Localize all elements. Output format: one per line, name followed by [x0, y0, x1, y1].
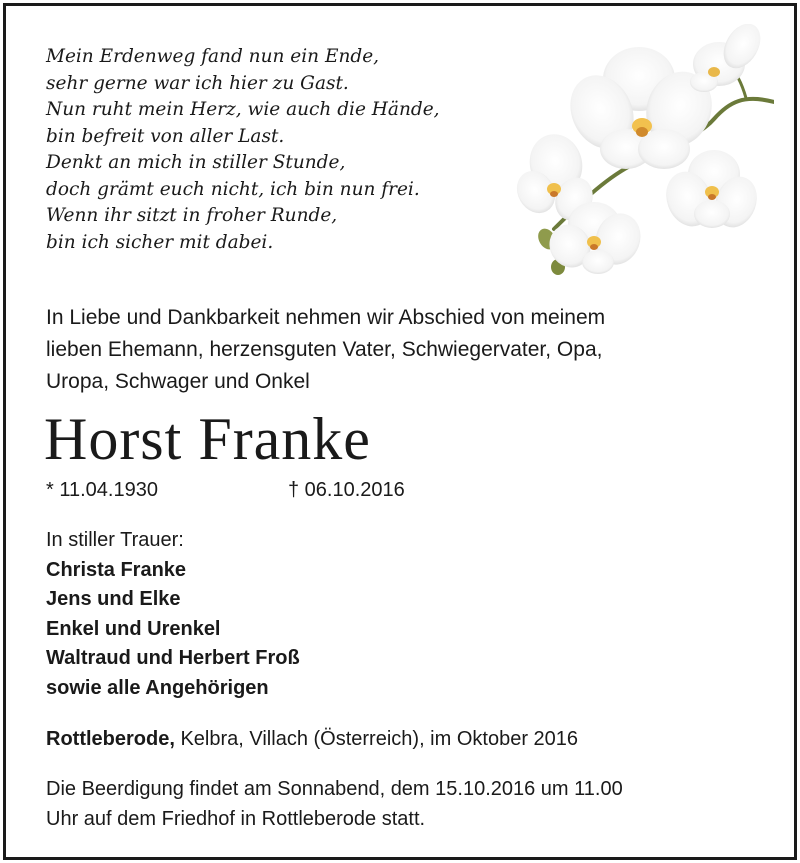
location-rest: Kelbra, Villach (Österreich), im Oktober 2016: [174, 728, 579, 750]
mourners-label: In stiller Trauer:: [46, 529, 184, 551]
mourners-list: [46, 526, 746, 703]
intro-line: In Liebe und Dankbarkeit nehmen wir Abschied von meinem: [46, 306, 606, 329]
poem-line: Denkt an mich in stiller Stunde,: [46, 152, 346, 173]
intro-text: [46, 302, 746, 398]
poem-line: doch grämt euch nicht, ich bin nun frei.: [46, 178, 420, 200]
location-line: [46, 724, 766, 754]
mourner-name: Waltraud und Herbert Froß: [46, 647, 300, 669]
birth-date: * 11.04.1930: [46, 479, 158, 501]
death-date: † 06.10.2016: [288, 479, 405, 501]
poem-line: bin ich sicher mit dabei.: [46, 231, 274, 253]
intro-line: Uropa, Schwager und Onkel: [46, 370, 310, 393]
poem-line: sehr gerne war ich hier zu Gast.: [46, 72, 349, 94]
poem-line: bin befreit von aller Last.: [46, 125, 285, 147]
poem-line: Mein Erdenweg fand nun ein Ende,: [46, 46, 380, 67]
funeral-line: Die Beerdigung findet am Sonnabend, dem 15.10.2016 um 11.00: [46, 778, 623, 800]
location-town: Rottleberode,: [46, 728, 175, 750]
poem-line: Nun ruht mein Herz, wie auch die Hände,: [46, 99, 440, 120]
mourner-name: Enkel und Urenkel: [46, 617, 221, 640]
mourner-name: Christa Franke: [46, 558, 187, 581]
poem-line: Wenn ihr sitzt in froher Runde,: [46, 205, 338, 226]
orchid-flower: [690, 24, 768, 92]
mourner-name: Jens und Elke: [46, 588, 181, 610]
funeral-notice: [46, 774, 766, 834]
funeral-line: Uhr auf dem Friedhof in Rottleberode statt.: [46, 808, 426, 830]
obituary-card: [3, 3, 797, 860]
orchid-icon: [514, 24, 774, 284]
mourner-name: sowie alle Angehörigen: [46, 676, 269, 699]
intro-line: lieben Ehemann, herzensguten Vater, Schwiegervater, Opa,: [46, 338, 603, 361]
poem: [46, 44, 546, 256]
deceased-name: Horst Franke: [44, 406, 371, 472]
